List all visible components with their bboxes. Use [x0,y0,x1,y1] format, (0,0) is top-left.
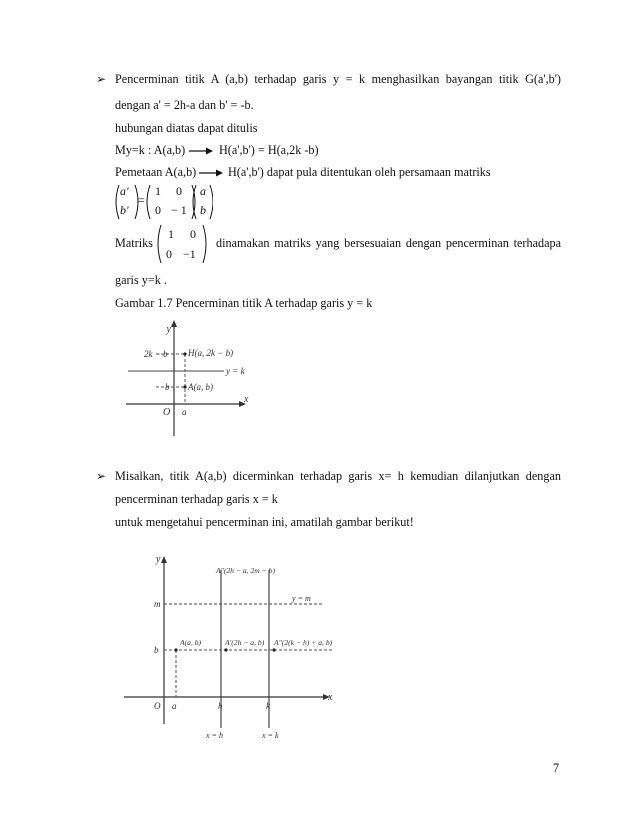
tick-2k-b: 2k − b [144,349,168,359]
label-A: A(a, b) [188,382,213,392]
point-A [174,648,177,651]
point-A [183,385,186,388]
tick-b: b [165,382,170,392]
section1-line1: Pencerminan titik A (a,b) terhadap garis y = k menghasilkan bayangan titik G(a',b') [115,72,561,86]
origin-label: O [154,701,161,711]
matrix-cell: 0 [190,227,196,241]
section1-line3: hubungan diatas dapat ditulis [115,121,258,135]
tick-m: m [154,599,161,609]
point-A1 [224,648,227,651]
y-axis-arrow-icon [171,320,177,327]
tick-a: a [172,701,177,711]
tick-h: h [218,701,223,711]
label-H: H(a, 2k − b) [188,348,234,358]
matrix-lhs-a: a' [120,184,129,198]
bullet-arrow-2: ➢ [96,469,107,483]
mapping-left: My=k : A(a,b) [115,143,186,157]
figure-caption: Gambar 1.7 Pencerminan titik A terhadap garis y = k [115,296,373,310]
pemetaan-left: Pemetaan A(a,b) [115,165,197,179]
matrix-cell: 0 [166,247,172,261]
label-y-m: y = m [292,594,311,603]
label-x-k: x = k [262,731,279,740]
matrix-lhs-b: b' [120,203,129,217]
label-y-k: y = k [226,366,245,376]
tick-k: k [266,701,270,711]
matrix-cell: − 1 [171,203,187,217]
matriks-description-2: garis y=k . [115,273,167,287]
section2-line1: Misalkan, titik A(a,b) dicerminkan terhadap garis x= h kemudian dilanjutkan dengan [115,469,561,483]
figure-double-reflection [118,548,350,745]
matrix-rhs-a: a [200,184,206,198]
mapping-right: H(a',b') = H(a,2k -b) [219,143,319,157]
x-axis-label: x [328,692,333,703]
tick-a: a [182,407,187,417]
matrix-rhs-b: b [200,203,206,217]
arrow-right-icon [199,168,223,178]
label-A2: A"(2(k − h) + a, b) [274,638,333,647]
label-A-top: A"(2h − a, 2m − b) [216,566,275,575]
y-axis-label: y [156,554,161,565]
label-x-h: x = h [206,731,223,740]
y-axis-label: y [166,324,171,335]
x-axis-label: x [244,394,249,405]
section2-line3: untuk mengetahui pencerminan ini, amatilah gambar berikut! [115,515,414,529]
arrow-right-icon [189,146,213,156]
equals-sign: = [138,193,145,207]
matriks-word: Matriks [115,236,153,250]
matrix-cell: 0 [176,184,182,198]
section2-line2: pencerminan terhadap garis x = k [115,492,278,506]
pemetaan-right: H(a',b') dapat pula ditentukan oleh persamaan matriks [228,165,491,179]
point-H [183,352,186,355]
point-A2 [272,648,275,651]
origin-label: O [163,407,171,418]
page-number: 7 [553,761,560,775]
section1-line2: dengan a' = 2h-a dan b' = -b. [115,98,254,112]
tick-b: b [154,645,159,655]
y-axis-arrow-icon [161,556,167,563]
bullet-arrow-1: ➢ [96,72,107,86]
matrix-cell: 0 [155,203,161,217]
matriks-description: dinamakan matriks yang bersesuaian dengan pencerminan terhadapa [216,236,561,250]
matrix-brackets [155,223,209,265]
matrix-cell: 1 [155,184,161,198]
label-A1: A'(2h − a, b) [225,638,265,647]
matrix-cell: −1 [183,247,196,261]
figure-reflection-y-k [118,318,268,440]
label-A: A(a, b) [180,638,202,647]
matrix-cell: 1 [168,227,174,241]
